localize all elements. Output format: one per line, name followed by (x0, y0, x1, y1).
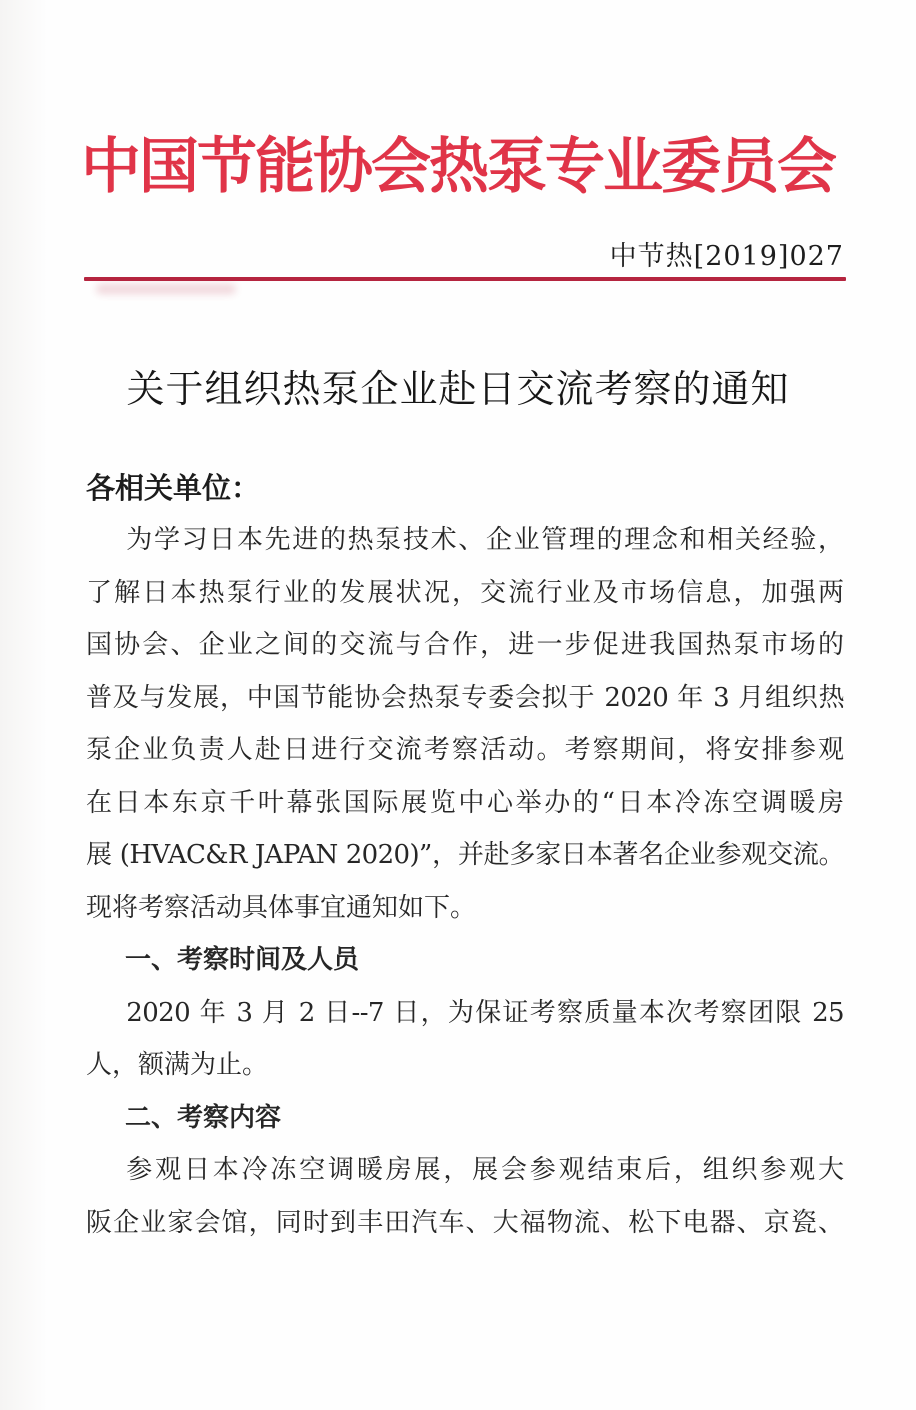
document-number: 中节热[2019]027 (609, 241, 844, 272)
section-heading: 一、考察时间及人员 (125, 945, 360, 975)
body-line: 阪企业家会馆，同时到丰田汽车、大福物流、松下电器、京瓷、 (86, 1207, 844, 1238)
body-line: 为学习日本先进的热泵技术、企业管理的理念和相关经验， (126, 525, 844, 555)
body-line: 了解日本热泵行业的发展状况，交流行业及市场信息，加强两 (86, 577, 844, 608)
letterhead-divider (84, 277, 846, 281)
letterhead-org-title: 中国节能协会热泵专业委员会 (81, 132, 835, 202)
body-line: 泵企业负责人赴日进行交流考察活动。考察期间，将安排参观 (86, 735, 844, 765)
body-line: 国协会、企业之间的交流与合作，进一步促进我国热泵市场的 (86, 630, 844, 660)
scan-smudge (96, 284, 236, 294)
body-line: 在日本东京千叶幕张国际展览中心举办的“日本冷冻空调暖房 (86, 787, 844, 818)
salutation: 各相关单位： (86, 471, 261, 505)
body-line: 2020 年 3 月 2 日--7 日，为保证考察质量本次考察团限 25 (126, 997, 844, 1028)
body-line: 参观日本冷冻空调暖房展，展会参观结束后，组织参观大 (126, 1155, 844, 1185)
body-line: 人，额满为止。 (86, 1050, 269, 1080)
body-line: 展 (HVAC&R JAPAN 2020)”，并赴多家日本著名企业参观交流。 (86, 840, 844, 870)
body-line: 普及与发展，中国节能协会热泵专委会拟于 2020 年 3 月组织热 (86, 682, 844, 713)
notice-body (86, 514, 844, 1249)
section-heading: 二、考察内容 (125, 1102, 282, 1133)
body-line: 现将考察活动具体事宜通知如下。 (86, 892, 477, 923)
notice-title: 关于组织热泵企业赴日交流考察的通知 (126, 367, 790, 411)
